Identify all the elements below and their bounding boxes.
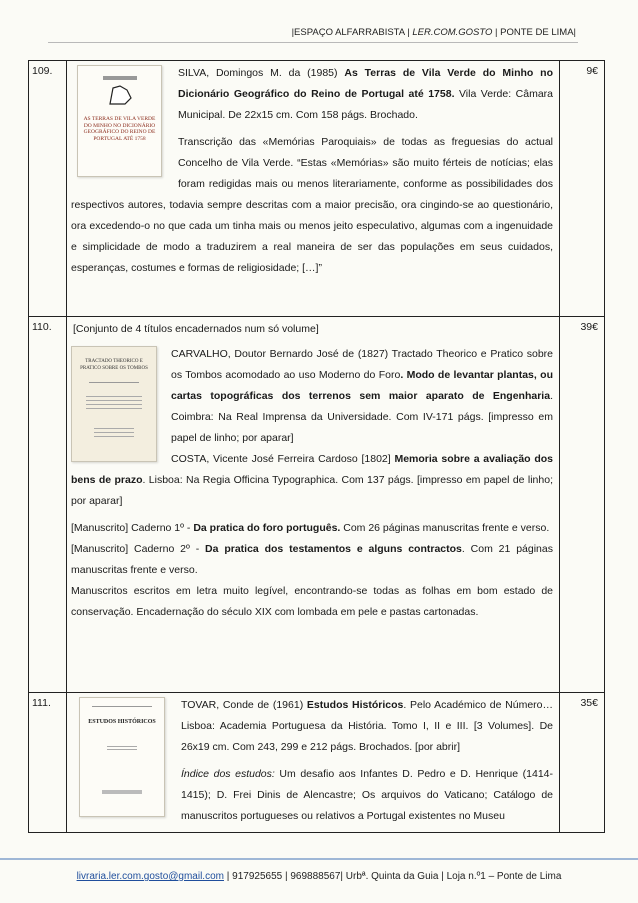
page-footer bbox=[0, 871, 638, 882]
cover-title: TRACTADO THEORICO E PRATICO SOBRE OS TOMBOS bbox=[80, 359, 148, 371]
cover-title: ESTUDOS HISTÓRICOS bbox=[88, 719, 156, 725]
entry-description bbox=[67, 693, 560, 833]
entry-description bbox=[67, 61, 560, 317]
entry-citation: SILVA, Domingos M. da (1985) As Terras de Vila Verde do Minho no Dicionário Geográfico do Reino de Portugal até 1758. Vila Verde: Câmara Municipal. De 22x15 cm. Com 158 págs. Brochado. bbox=[178, 67, 553, 121]
cover-rule bbox=[89, 382, 139, 383]
header-text-2: LER.COM.GOSTO bbox=[412, 27, 493, 38]
entry-price: 35€ bbox=[560, 693, 605, 833]
manuscript-1: [Manuscrito] Caderno 1º - Da pratica do foro português. Com 26 páginas manuscritas frente e verso. bbox=[71, 522, 550, 534]
map-icon bbox=[105, 84, 135, 106]
page-header bbox=[0, 27, 638, 41]
entry-citation: CARVALHO, Doutor Bernardo José de (1827) Tractado Theorico e Pratico sobre os Tombos acomodado ao uso Moderno do Foro. Modo de levantar plantas, ou cartas topográficas dos terrenos sem maior aparato de Engenharia. Coimbra: Na Real Imprensa da Universidade. Com IV-171 págs. [impresso em papel de linho; por aparar] bbox=[171, 348, 553, 444]
entry-number: 111. bbox=[29, 693, 67, 833]
catalog-entry-109 bbox=[29, 61, 605, 317]
book-cover-image bbox=[71, 346, 157, 462]
entry-note: Transcrição das «Memórias Paroquiais» de todas as freguesias do actual Concelho de Vila Verde. “Estas «Memórias» são muito férteis de notícias; elas foram redigidas mais ou menos literariamente, conforme as possibilidades dos respectivos autores, todavia sempre descritas com a maior precisão, ora cingindo-se ao questionário, ora excedendo-o no que cada um tinha mais ou menos jeito especulativo, algumas com a ingenuidade e simplicidade de modo a traduzirem a real maneira de ser das populações em seus cuidados, esperanças, costumes e formas de religiosidade; […]” bbox=[71, 136, 553, 274]
cover-imprint bbox=[102, 790, 142, 794]
entry-note: Manuscritos escritos em letra muito legível, encontrando-se todas as folhas em bom estado de conservação. Encadernação do século XIX com lombada em pele e pastas cartonadas. bbox=[71, 585, 553, 618]
cover-rule bbox=[103, 76, 137, 80]
cover-title: AS TERRAS DE VILA VERDE DO MINHO NO DICIONÁRIO GEOGRÁFICO DO REINO DE PORTUGAL ATÉ 1758 bbox=[83, 116, 156, 142]
entry-price: 39€ bbox=[560, 317, 605, 693]
entry-citation-2: COSTA, Vicente José Ferreira Cardoso [1802] Memoria sobre a avaliação dos bens de prazo. Lisboa: Na Regia Officina Typographica. Com 137 págs. [impresso em papel de linho; por aparar] bbox=[71, 453, 554, 507]
entry-description bbox=[67, 317, 560, 693]
entry-citation: TOVAR, Conde de (1961) Estudos Históricos. Pelo Académico de Número… Lisboa: Academia Portuguesa da História. Tomo I, II e III. [3 Volumes]. De 26x19 cm. Com 243, 299 e 212 págs. Brochados. [por abrir] bbox=[181, 699, 553, 753]
header-text-1: |ESPAÇO ALFARRABISTA | bbox=[291, 27, 413, 38]
entry-intro: [Conjunto de 4 títulos encadernados num só volume] bbox=[73, 323, 319, 335]
catalog-entry-111 bbox=[29, 693, 605, 833]
cover-subtitle bbox=[107, 744, 137, 750]
header-rule bbox=[48, 42, 578, 43]
header-text-3: | PONTE DE LIMA| bbox=[492, 27, 576, 38]
book-cover-image bbox=[77, 65, 162, 177]
email-link[interactable]: livraria.ler.com.gosto@gmail.com bbox=[76, 871, 224, 882]
cover-text-lines bbox=[86, 393, 142, 411]
footer-contact: | 917925655 | 969888567| Urbª. Quinta da Guia | Loja n.º1 – Ponte de Lima bbox=[223, 871, 562, 882]
catalog-table bbox=[28, 60, 605, 833]
footer-rule bbox=[0, 858, 638, 860]
manuscript-2: [Manuscrito] Caderno 2º - Da pratica dos testamentos e alguns contractos. Com 21 páginas manuscritas frente e verso. bbox=[71, 543, 553, 576]
book-cover-image bbox=[79, 697, 165, 817]
catalog-entry-110 bbox=[29, 317, 605, 693]
cover-imprint bbox=[94, 425, 134, 439]
entry-price: 9€ bbox=[560, 61, 605, 317]
entry-number: 110. bbox=[29, 317, 67, 693]
entry-number: 109. bbox=[29, 61, 67, 317]
entry-note: Índice dos estudos: Um desafio aos Infantes D. Pedro e D. Henrique (1414-1415); D. Frei Dinis de Alencastre; Os arquivos do Vaticano; Catálogo de manuscritos portugueses ou relativos a Portugal existentes no Museu bbox=[181, 768, 553, 822]
cover-rule bbox=[92, 706, 152, 707]
